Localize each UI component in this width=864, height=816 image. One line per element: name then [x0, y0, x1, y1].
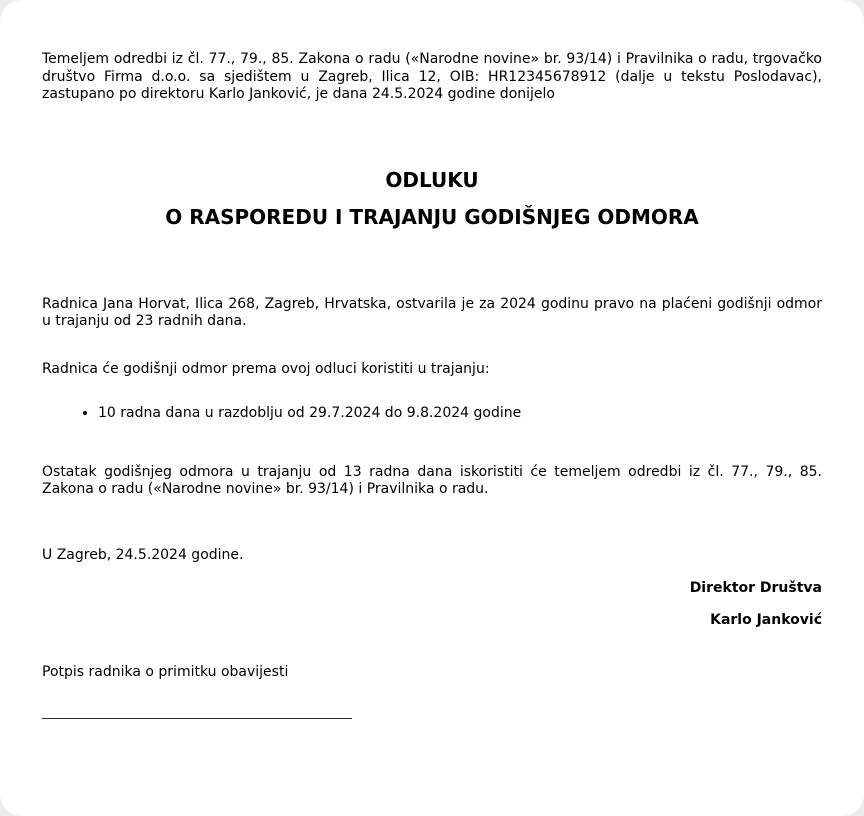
vacation-schedule-item: • 10 radna dana u razdoblju od 29.7.2024 do 9.8.2024 godine: [98, 405, 822, 423]
schedule-intro-paragraph: Radnica će godišnji odmor prema ovoj odluci koristiti u trajanju:: [42, 360, 490, 377]
entitlement-paragraph: Radnica Jana Horvat, Ilica 268, Zagreb, Hrvatska, ostvarila je za 2024 godinu pravo na plaćeni godišnji odmor u trajanju od 23 radnih dana.: [42, 295, 822, 329]
intro-paragraph: Temeljem odredbi iz čl. 77., 79., 85. Zakona o radu («Narodne novine» br. 93/14) i Pravilnika o radu, trgovačko društvo Firma d.o.o. sa sjedištem u Zagreb, Ilica 12, OIB: HR12345678912 (dalje u tekstu Poslodavac), zastupano po direktoru Karlo Janković, je dana 24.5.2024 godine donijelo: [42, 51, 822, 102]
vacation-schedule-list: [42, 405, 822, 423]
director-name: Karlo Janković: [710, 612, 822, 628]
director-title: Direktor Društva: [689, 580, 822, 596]
decision-title: ODLUKU: [385, 167, 479, 192]
signature-line: [42, 718, 352, 719]
decision-subtitle: O RASPOREDU I TRAJANJU GODIŠNJEG ODMORA: [165, 204, 699, 229]
remainder-paragraph: Ostatak godišnjeg odmora u trajanju od 13 radna dana iskoristiti će temeljem odredbi iz čl. 77., 79., 85. Zakona o radu («Narodne novine» br. 93/14) i Pravilnika o radu.: [42, 463, 822, 497]
employee-signature-label: Potpis radnika o primitku obavijesti: [42, 664, 289, 680]
place-date-line: U Zagreb, 24.5.2024 godine.: [42, 546, 244, 563]
